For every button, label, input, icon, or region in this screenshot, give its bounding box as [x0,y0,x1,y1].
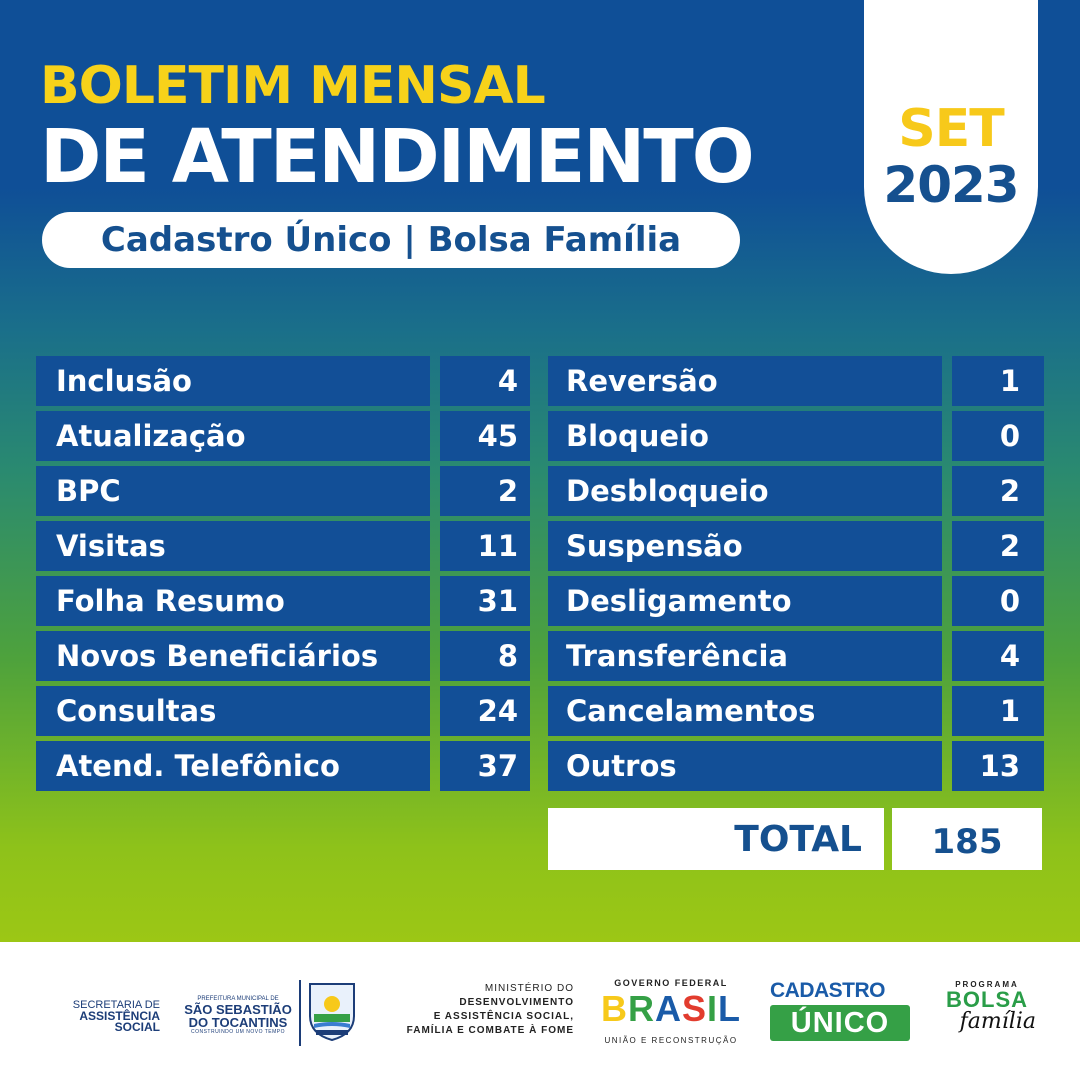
title-line-1: BOLETIM MENSAL [40,56,545,116]
governo-federal-logo [596,978,746,1048]
gov-bottom: UNIÃO E RECONSTRUÇÃO [604,1036,738,1045]
row-value: 45 [440,411,530,461]
row-label: Reversão [548,356,942,406]
date-month: SET [898,99,1004,159]
secretaria-logo [36,1000,160,1033]
ministerio-line-1: MINISTÉRIO DO [484,983,574,994]
prefeitura-small: PREFEITURA MUNICIPAL DE [197,996,279,1002]
row-value: 0 [952,411,1044,461]
bolsa-familia-logo [932,980,1042,1046]
row-value: 24 [440,686,530,736]
date-year: 2023 [883,156,1019,214]
footer-logos [0,942,1080,1080]
bolsa-word: BOLSA [946,987,1028,1012]
prefeitura-line-2: DO TOCANTINS [188,1015,288,1030]
row-label: Bloqueio [548,411,942,461]
row-label: BPC [36,466,430,516]
ministerio-line-4: FAMÍLIA E COMBATE À FOME [406,1025,574,1036]
ministerio-logo [372,982,574,1038]
row-value: 0 [952,576,1044,626]
municipal-crest-icon [306,980,358,1042]
row-value: 1 [952,686,1044,736]
cadastro-unico-logo [770,980,912,1046]
row-label: Suspensão [548,521,942,571]
row-value: 31 [440,576,530,626]
cad-bottom: ÚNICO [770,1005,910,1041]
row-label: Outros [548,741,942,791]
ministerio-line-3: E ASSISTÊNCIA SOCIAL, [433,1011,574,1022]
secretaria-line-2: ASSISTÊNCIA SOCIAL [79,1009,160,1034]
row-label: Transferência [548,631,942,681]
ministerio-line-2: DESENVOLVIMENTO [459,997,574,1008]
prefeitura-tagline: CONSTRUINDO UM NOVO TEMPO [190,1029,286,1035]
prefeitura-logo [178,996,298,1036]
row-value: 11 [440,521,530,571]
row-value: 13 [952,741,1044,791]
date-badge [864,0,1038,274]
subtitle-pill: Cadastro Único | Bolsa Família [42,212,740,268]
cad-top: CADASTRO [770,979,885,1002]
row-label: Inclusão [36,356,430,406]
brasil-wordmark-icon [596,988,746,1028]
row-label: Novos Beneficiários [36,631,430,681]
gov-top: GOVERNO FEDERAL [614,978,728,988]
row-label: Desbloqueio [548,466,942,516]
row-value: 4 [952,631,1044,681]
bolsa-familia-script: família [959,1009,1036,1034]
row-value: 2 [952,521,1044,571]
row-label: Atualização [36,411,430,461]
prefeitura-line-1: SÃO SEBASTIÃO [184,1002,292,1017]
svg-text:BRASIL: BRASIL [600,988,742,1028]
secretaria-line-1: SECRETARIA DE [72,999,160,1011]
row-label: Desligamento [548,576,942,626]
row-value: 1 [952,356,1044,406]
row-label: Atend. Telefônico [36,741,430,791]
footer-divider [299,980,301,1046]
row-value: 2 [952,466,1044,516]
row-value: 8 [440,631,530,681]
total-value: 185 [892,808,1042,870]
bolsa-prog: PROGRAMA [955,980,1019,989]
row-value: 4 [440,356,530,406]
row-value: 2 [440,466,530,516]
row-label: Folha Resumo [36,576,430,626]
row-label: Cancelamentos [548,686,942,736]
total-label: TOTAL [548,808,884,870]
title-line-2: DE ATENDIMENTO [40,114,753,200]
row-label: Visitas [36,521,430,571]
row-value: 37 [440,741,530,791]
row-label: Consultas [36,686,430,736]
